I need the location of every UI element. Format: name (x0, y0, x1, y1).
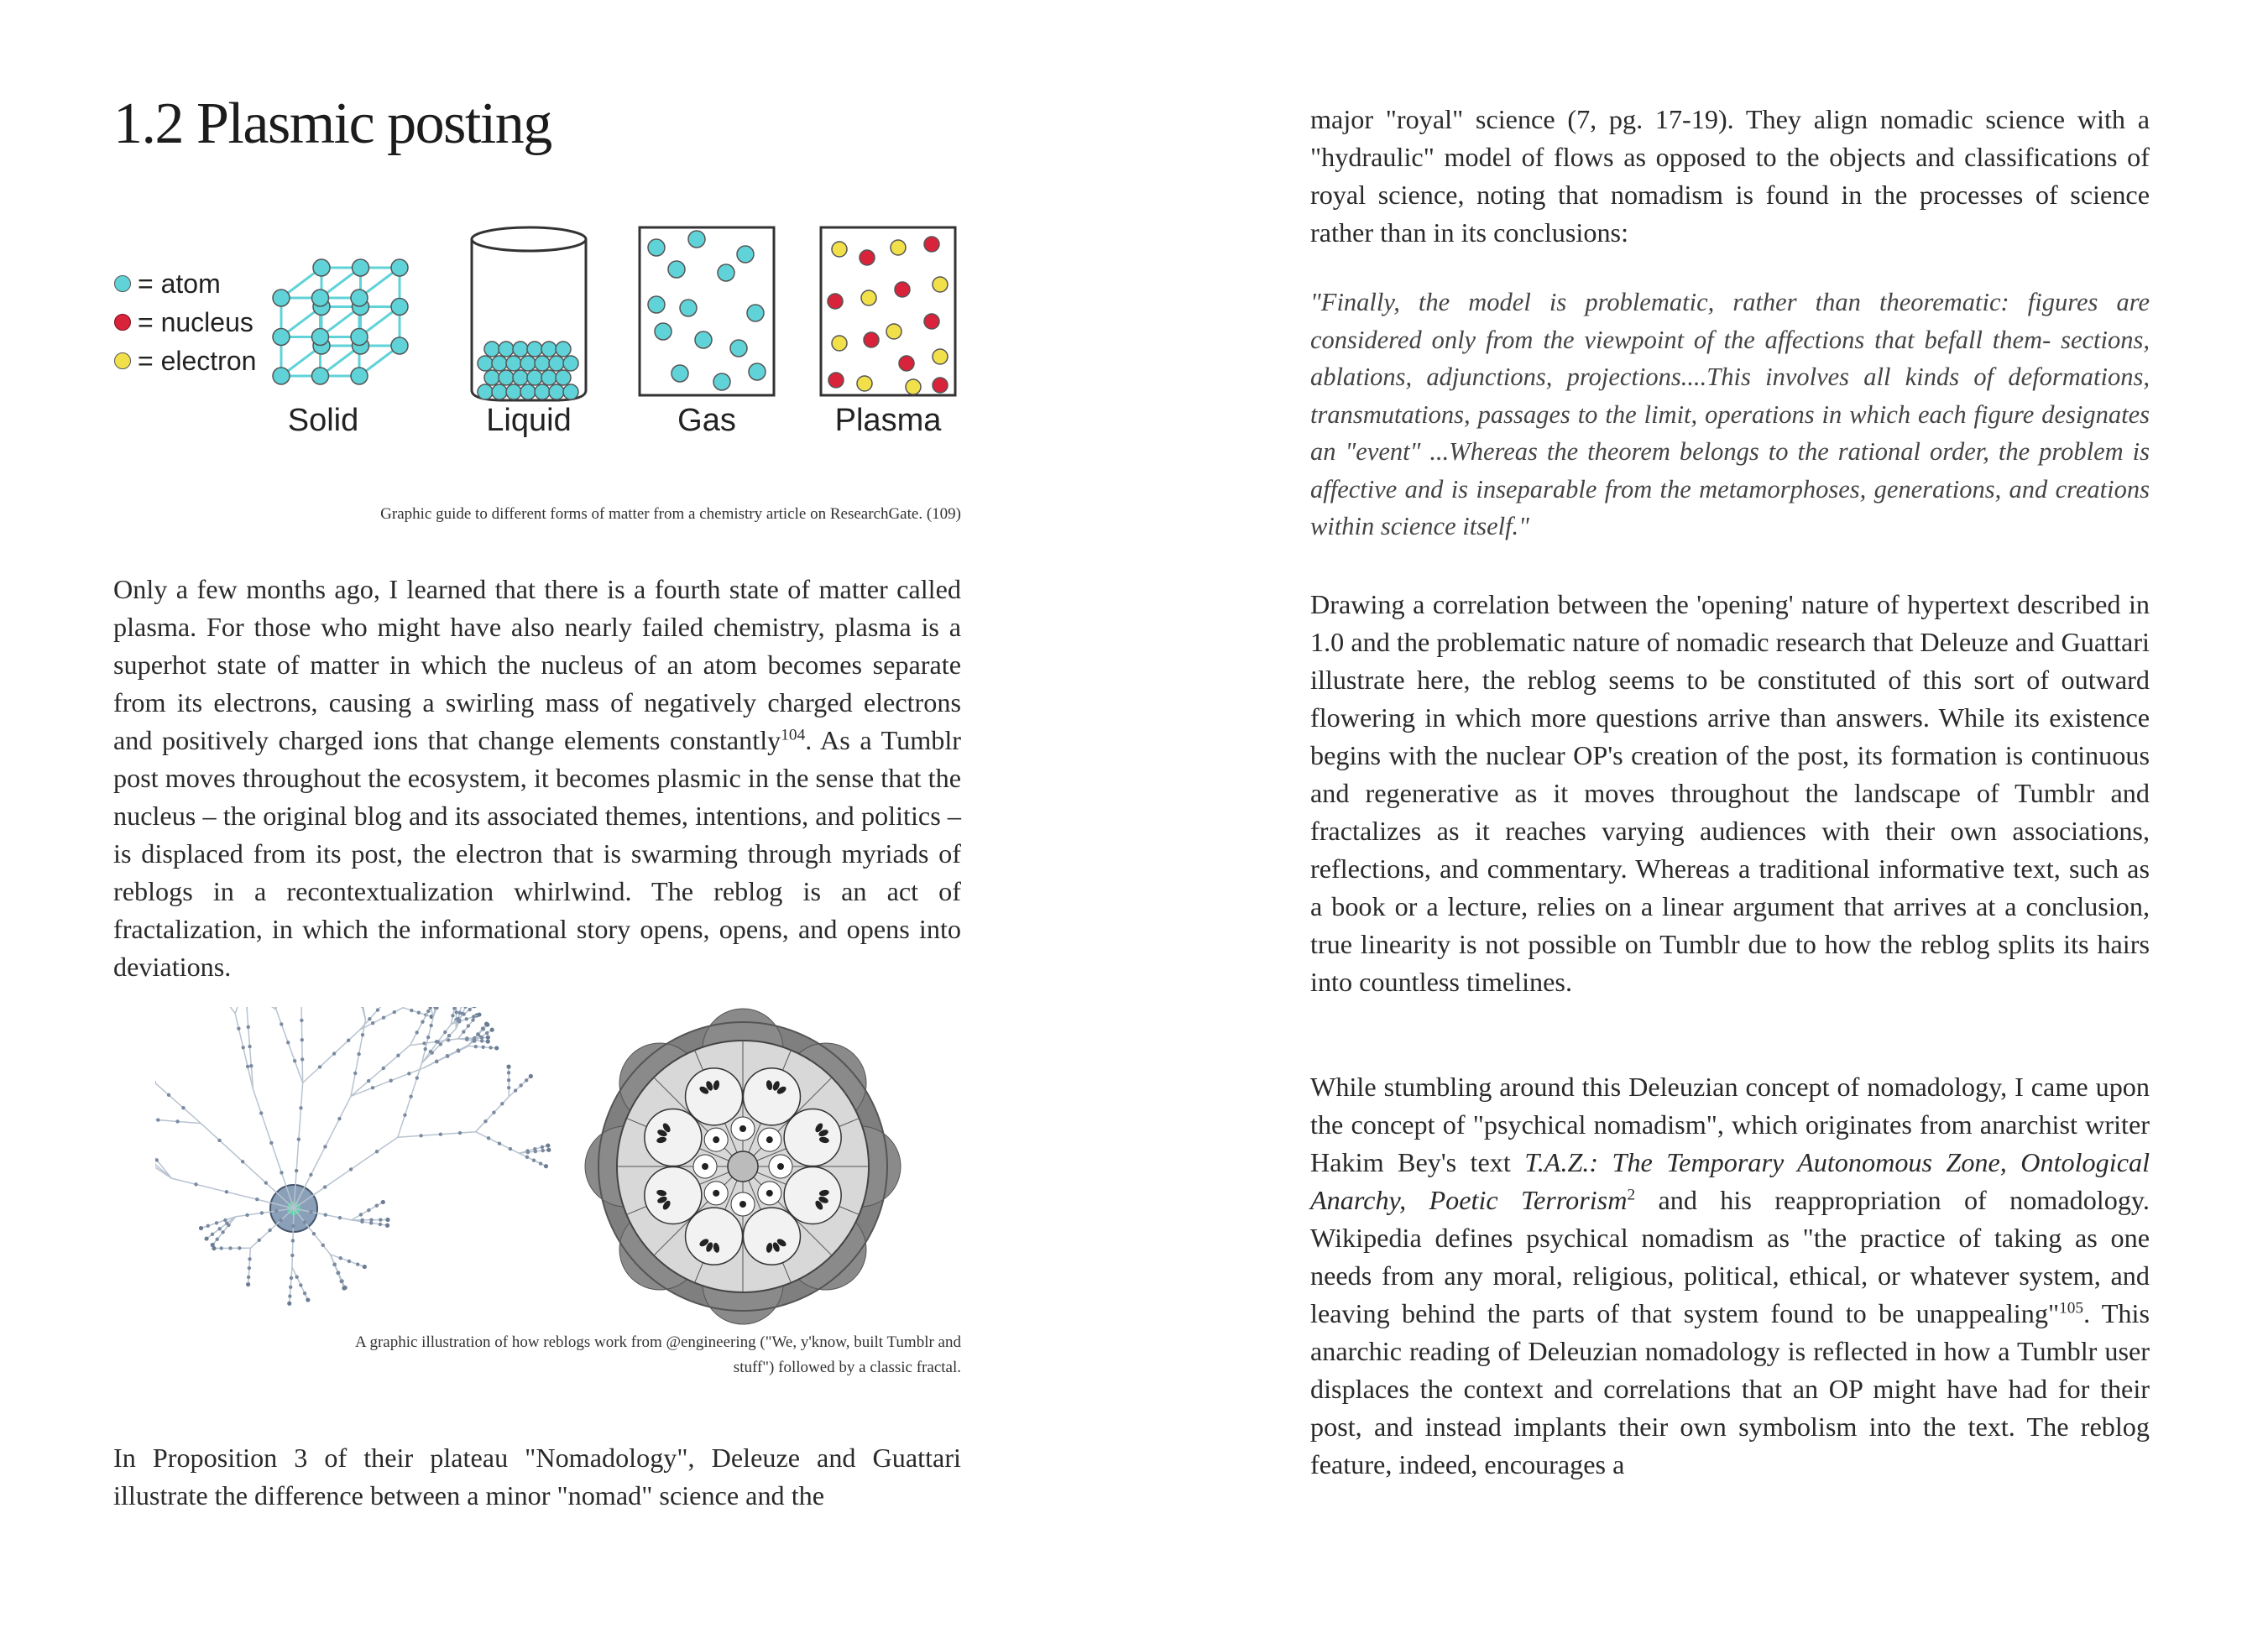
reblog-fractal-figure (155, 1007, 911, 1326)
paragraph-plasma: Only a few months ago, I learned that there is a fourth state of matter called plasma. For those who might have also nearly failed chemistry, plasma is a superhot state of matter in which the nucleus of an atom becomes separate from its electrons, causing a swirling mass of negatively charged electrons and positively charged ions that change elements constantly$^{104}$. As a Tumblr post moves throughout the ecosystem, it becomes plasmic in the sense that the nucleus – the original blog and its associated themes, intentions, and politics – is displaced from its post, the electron that is swarming through myriads of reblogs in a recontextualization whirlwind. The reblog is an act of fractalization, in which the informational story opens, opens, and opens into deviations. (113, 574, 961, 982)
legend-electron-label: = electron (138, 345, 257, 376)
paragraph-royal-science: major "royal" science (7, pg. 17-19). They align nomadic science with a "hydraulic" model of flows as opposed to the objects and classifications of royal science, noting that nomadism is found in the processes of science rather than in its conclusions: (1310, 104, 2150, 248)
paragraph-hypertext: Drawing a correlation between the 'opening' nature of hypertext described in 1.0 and the problematic nature of nomadic research that Deleuze and Guattari illustrate here, the reblog seems to be constituted of this sort of outward flowering in which more questions arrive than answers. While its existence begins with the nuclear OP's creation of the post, its formation is continuous and regenerative as it moves throughout the landscape of Tumblr and fractalizes as it reaches varying audiences with their own associations, reflections, and commentary. Whereas a traditional informative text, such as a book or a lecture, relies on a linear argument that arrives at a conclusion, true linearity is not possible on Tumblr due to how the reblog splits its hairs into countless timelines. (1310, 589, 2150, 997)
figure1-caption: Graphic guide to different forms of matter from a chemistry article on ResearchGate. (109) (380, 505, 961, 523)
label-plasma: Plasma (834, 403, 942, 438)
figure2-caption: A graphic illustration of how reblogs work from @engineering ("We, y'know, built Tumblr and stuff") followed by a classic fractal. (355, 1333, 961, 1376)
right-page (1134, 0, 2268, 1628)
gas-box-icon (640, 227, 774, 395)
block-quote: "Finally, the model is problematic, rather than theorematic: figures are considered only from the viewpoint of the affections that befall them- sections, ablations, adjunctions, projections....This involves all kinds of deformations, transmutations, passages to the limit, operations in which each figure designates an "event" ...Whereas the theorem belongs to the rational order, the problem is affective and is inseparable from the metamorphoses, generations, and creations within science itself." (1310, 288, 2150, 540)
paragraph-psychical-nomadism: While stumbling around this Deleuzian concept of nomadology, I came upon the concept of "psychical nomadism", which originates from anarchist writer Hakim Bey's text T.A.Z.: The Temporary Autonomous Zone, Ontological Anarchy, Poetic Terrorism$^2$ and his reappropriation of nomadology. Wikipedia defines psychical nomadism as "the practice of taking as one needs from any moral, religious, political, ethical, or whatever system, and leaving behind the parts of that system found to be unappealing"$^{105}$. This anarchic reading of Deleuzian nomadology is reflected in how a Tumblr user displaces the context and correlations that an OP might have had for their post, and instead implants their own symbolism into the text. The reblog feature, indeed, encourages a (1310, 1072, 2150, 1479)
label-gas: Gas (677, 403, 736, 438)
fractal-icon (585, 1009, 901, 1324)
states-of-matter-figure (109, 214, 965, 457)
states-diagram (109, 214, 965, 407)
section-title: 1.2 Plasmic posting (113, 91, 551, 156)
legend-atom-label: = atom (138, 268, 221, 299)
label-solid: Solid (287, 403, 359, 438)
legend-nucleus-label: = nucleus (138, 306, 253, 337)
solid-lattice-icon (273, 259, 408, 384)
liquid-beaker-icon (472, 227, 586, 400)
plasma-box-icon (821, 227, 955, 395)
label-liquid: Liquid (486, 403, 572, 438)
reblog-tree-icon (155, 1007, 551, 1306)
paragraph-nomadology: In Proposition 3 of their plateau "Nomadology", Deleuze and Guattari illustrate the difference between a minor "nomad" science and the (113, 1443, 961, 1511)
